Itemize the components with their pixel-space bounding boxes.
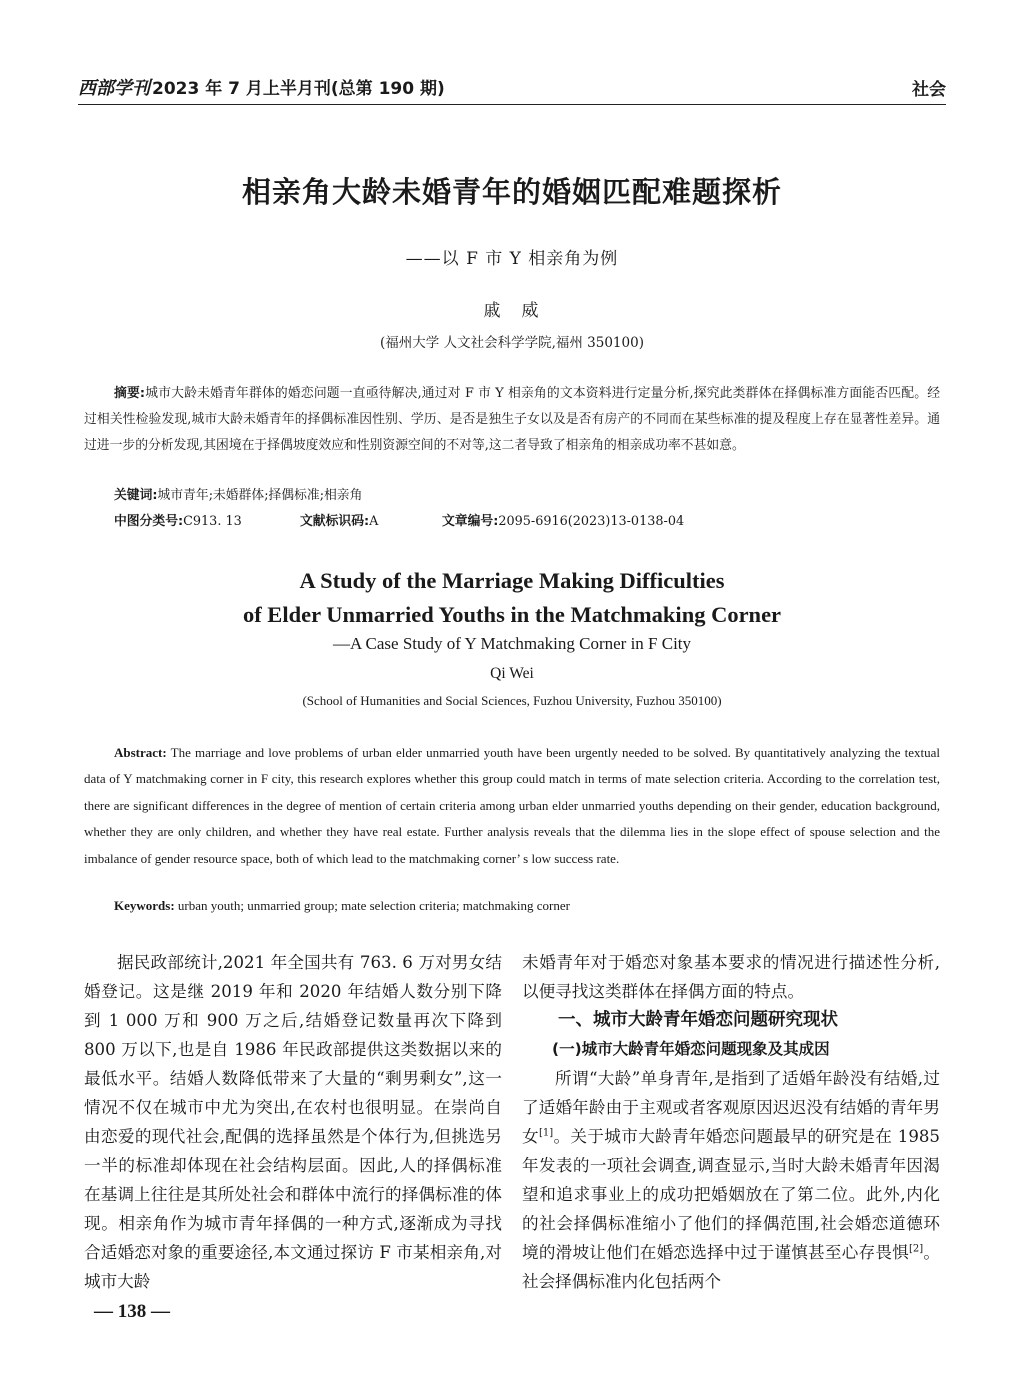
- body-column-right: [522, 948, 940, 1296]
- clc-number: [114, 510, 242, 529]
- article-title-cn: 相亲角大龄未婚青年的婚姻匹配难题探析: [241, 175, 782, 209]
- body-paragraph-continued: 未婚青年对于婚恋对象基本要求的情况进行描述性分析,以便寻找这类群体在择偶方面的特点。: [522, 953, 940, 1001]
- abstract-cn: [84, 381, 940, 459]
- keywords-en-label: Keywords:: [114, 898, 175, 913]
- running-header: [78, 70, 946, 105]
- subsection-heading: (一)城市大龄青年婚恋问题现象及其成因: [552, 1040, 830, 1058]
- clc-label: 中图分类号:: [114, 514, 184, 529]
- paragraph-text: 。社会择偶标准内化包括两个: [522, 1243, 941, 1291]
- citation-2: [2]: [909, 1243, 924, 1255]
- article-number-value: 2095-6916(2023)13-0138-04: [498, 514, 685, 529]
- journal-logo: 西部学刊: [78, 78, 150, 99]
- document-code: [300, 510, 378, 529]
- paragraph-text: 。关于城市大龄青年婚恋问题最早的研究是在 1985 年发表的一项社会调查,调查显示,当时大龄未婚青年因渴望和追求事业上的成功把婚姻放在了第二位。此外,内化的社会择偶标准缩小了他们的择偶范围,社会婚恋道德环境的滑坡让他们在婚恋选择中过于谨慎甚至心存畏惧: [522, 1127, 940, 1262]
- abstract-cn-text: 城市大龄未婚青年群体的婚恋问题一直亟待解决,通过对 F 市 Y 相亲角的文本资料进行定量分析,探究此类群体在择偶标准方面能否匹配。经过相关性检验发现,城市大龄未婚青年的择偶标准因性别、学历、是否是独生子女以及是否有房产的不同而在某些标准的提及程度上存在显著性差异。通过进一步的分析发现,其困境在于择偶坡度效应和性别资源空间的不对等,这二者导致了相亲角的相亲成功率不甚如意。: [84, 386, 940, 453]
- clc-value: C913. 13: [183, 514, 242, 529]
- article-number-label: 文章编号:: [442, 514, 499, 529]
- keywords-en-text: urban youth; unmarried group; mate selection criteria; matchmaking corner: [177, 898, 570, 913]
- article-subtitle-cn: ——以 F 市 Y 相亲角为例: [405, 249, 619, 269]
- section-heading: 一、城市大龄青年婚恋问题研究现状: [558, 1010, 838, 1030]
- keywords-cn: [114, 484, 362, 503]
- issue-info: 2023 年 7 月上半月刊(总第 190 期): [152, 79, 445, 99]
- body-paragraph: [522, 1064, 940, 1296]
- body-column-left: [84, 948, 502, 1296]
- keywords-en: [114, 898, 570, 914]
- article-number: [442, 510, 684, 529]
- abstract-cn-label: 摘要:: [114, 386, 146, 401]
- author-name-cn: 戚 威: [483, 301, 541, 321]
- journal-issue-line: [78, 74, 445, 100]
- article-title-en: [0, 564, 1024, 632]
- abstract-en: [84, 740, 940, 872]
- body-paragraph: 据民政部统计,2021 年全国共有 763. 6 万对男女结婚登记。这是继 2019 年和 2020 年结婚人数分别下降到 1 000 万和 900 万之后,结婚登记数量再次下降到 800 万以下,也是自 1986 年民政部提供这类数据以来的最低水平。结婚人数降低带来了大量的“剩男剩女”,这一情况不仅在城市中尤为突出,在农村也很明显。在崇尚自由恋爱的现代社会,配偶的选择虽然是个体行为,但挑选另一半的标准却体现在社会结构层面。因此,人的择偶标准在基调上往往是其所处社会和群体中流行的择偶标准的体现。相亲角作为城市青年择偶的一种方式,逐渐成为寻找合适婚恋对象的重要途径,本文通过探访 F 市某相亲角,对城市大龄: [84, 953, 502, 1291]
- doc-code-label: 文献标识码:: [300, 514, 370, 529]
- author-name-en: Qi Wei: [490, 665, 534, 682]
- title-en-line1: A Study of the Marriage Making Difficulties: [299, 568, 725, 593]
- abstract-en-label: Abstract:: [114, 745, 167, 760]
- keywords-cn-label: 关键词:: [114, 488, 158, 503]
- paragraph-text: 所谓“大龄”单身青年,是指到了适婚年龄没有结婚,过了适婚年龄由于主观或者客观原因迟迟没有结婚的青年男女: [522, 1069, 940, 1146]
- citation-1: [1]: [538, 1127, 554, 1139]
- affiliation-cn: (福州大学 人文社会科学学院,福州 350100): [380, 335, 644, 351]
- title-en-line2: of Elder Unmarried Youths in the Matchmaking Corner: [242, 602, 782, 627]
- article-subtitle-en: —A Case Study of Y Matchmaking Corner in F City: [332, 634, 692, 653]
- doc-code-value: A: [369, 514, 379, 529]
- section-label: 社会: [912, 80, 946, 100]
- affiliation-en: (School of Humanities and Social Sciences, Fuzhou University, Fuzhou 350100): [302, 693, 722, 708]
- keywords-cn-text: 城市青年;未婚群体;择偶标准;相亲角: [157, 488, 363, 503]
- page-number: — 138 —: [94, 1301, 170, 1322]
- abstract-en-text: The marriage and love problems of urban elder unmarried youth have been urgently needed to be solved. By quantitatively analyzing the textual data of Y matchmaking corner in F city, this research explores whether this group could match in terms of mate selection criteria. According to the correlation test, there are significant differences in the degree of mention of certain criteria among urban elder unmarried youths depending on their gender, education background, whether they are only children, and whether they have real estate. Further analysis reveals that the dilemma lies in the slope effect of spouse selection and the imbalance of gender resource space, both of which lead to the matchmaking corner’ s low success rate.: [84, 745, 941, 866]
